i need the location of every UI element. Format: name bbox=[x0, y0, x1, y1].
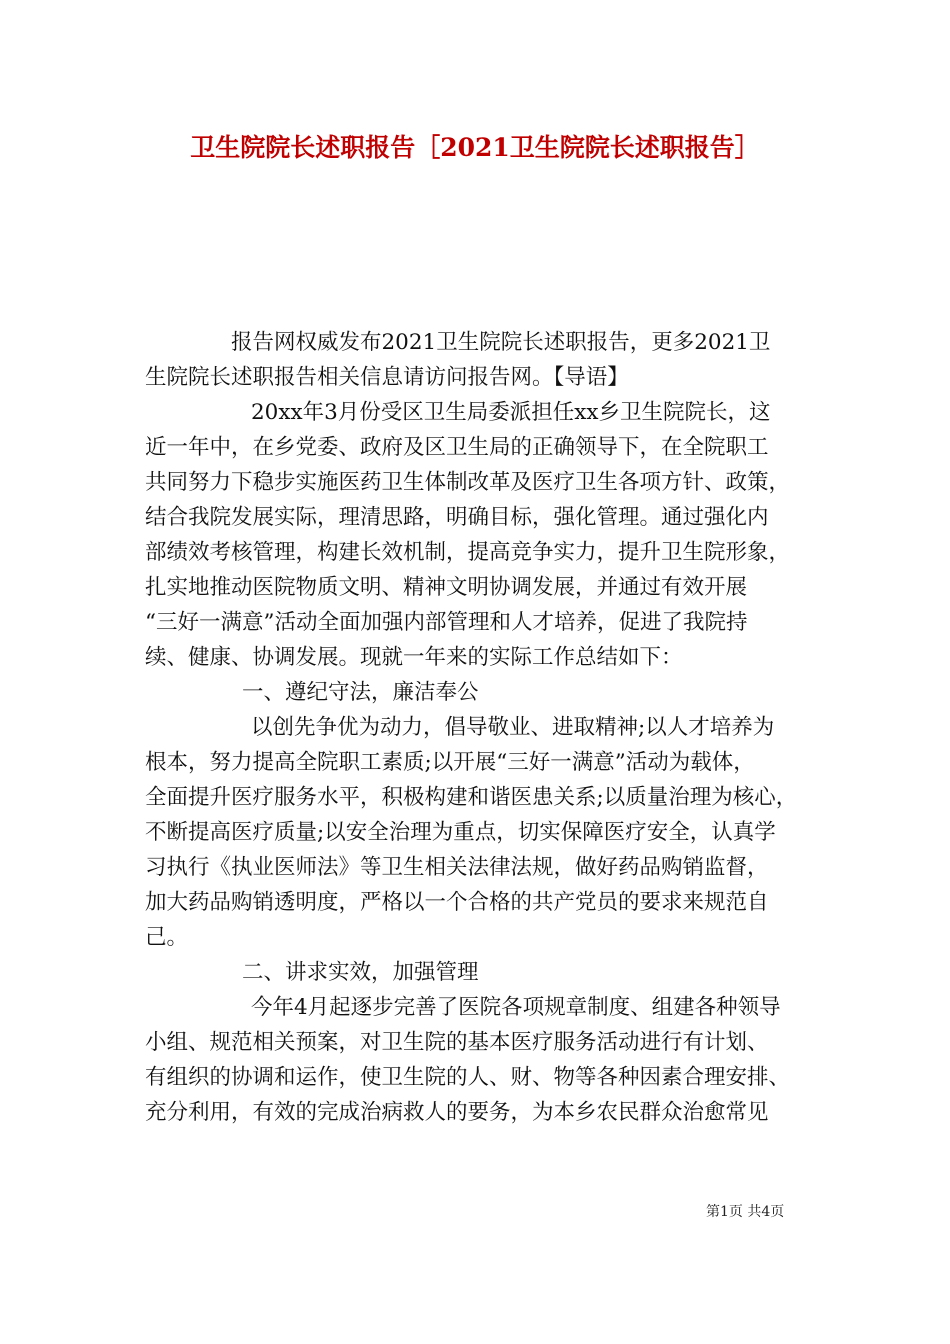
section-heading: 二、讲求实效，加强管理 bbox=[242, 960, 479, 985]
text-line: 小组、规范相关预案，对卫生院的基本医疗服务活动进行有计划、 bbox=[145, 1030, 769, 1055]
text-line: 续、健康、协调发展。现就一年来的实际工作总结如下： bbox=[145, 645, 683, 670]
text-line: 根本，努力提高全院职工素质;以开展“三好一满意”活动为载体， bbox=[145, 750, 755, 775]
text-line: 全面提升医疗服务水平，积极构建和谐医患关系;以质量治理为核心， bbox=[145, 785, 798, 810]
document-title: 卫生院院长述职报告［2021卫生院院长述职报告］ bbox=[190, 133, 760, 162]
text-line: 结合我院发展实际，理清思路，明确目标，强化管理。通过强化内 bbox=[145, 505, 769, 530]
text-line: 部绩效考核管理，构建长效机制，提高竞争实力，提升卫生院形象， bbox=[145, 540, 791, 565]
text-line: 不断提高医疗质量;以安全治理为重点，切实保障医疗安全，认真学 bbox=[145, 820, 776, 845]
section-heading: 一、遵纪守法，廉洁奉公 bbox=[242, 680, 479, 705]
text-line: 以创先争优为动力，倡导敬业、进取精神;以人才培养为 bbox=[251, 715, 775, 740]
text-line: 习执行《执业医师法》等卫生相关法律法规，做好药品购销监督， bbox=[145, 855, 769, 880]
text-line: 生院院长述职报告相关信息请访问报告网。【导语】 bbox=[145, 365, 629, 390]
text-line: 己。 bbox=[145, 925, 189, 950]
page-number-footer: 第1页 共4页 bbox=[706, 1204, 785, 1220]
text-line: 充分利用，有效的完成治病救人的要务，为本乡农民群众治愈常见 bbox=[145, 1100, 769, 1125]
text-line: 近一年中，在乡党委、政府及区卫生局的正确领导下，在全院职工 bbox=[145, 435, 769, 460]
text-line: 加大药品购销透明度，严格以一个合格的共产党员的要求来规范自 bbox=[145, 890, 769, 915]
text-line: “三好一满意”活动全面加强内部管理和人才培养，促进了我院持 bbox=[145, 610, 748, 635]
text-line: 共同努力下稳步实施医药卫生体制改革及医疗卫生各项方针、政策， bbox=[145, 470, 791, 495]
text-line: 今年4月起逐步完善了医院各项规章制度、组建各种领导 bbox=[251, 995, 781, 1020]
text-line: 扎实地推动医院物质文明、精神文明协调发展，并通过有效开展 bbox=[145, 575, 748, 600]
text-line: 20xx年3月份受区卫生局委派担任xx乡卫生院院长，这 bbox=[251, 400, 771, 425]
text-line: 报告网权威发布2021卫生院院长述职报告，更多2021卫 bbox=[231, 330, 771, 355]
text-line: 有组织的协调和运作，使卫生院的人、财、物等各种因素合理安排、 bbox=[145, 1065, 791, 1090]
document-body bbox=[145, 325, 815, 1130]
